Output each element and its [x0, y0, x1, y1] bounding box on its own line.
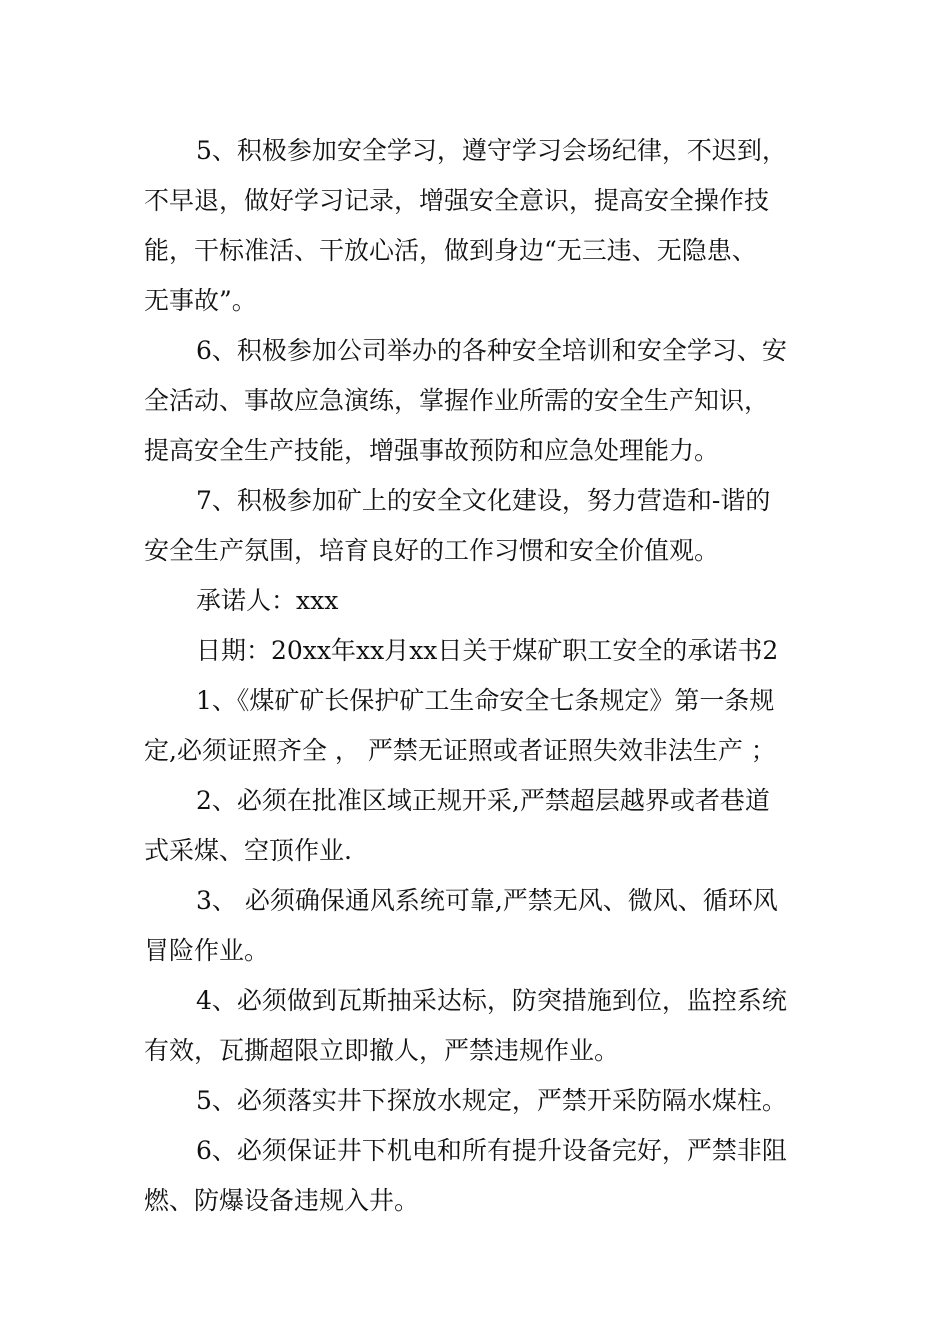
text-line: 1、《煤矿矿长保护矿工生命安全七条规定》第一条规 [196, 686, 775, 715]
date-title-line: 日期：20xx年xx月xx日关于煤矿职工安全的承诺书2 [196, 636, 779, 665]
text-line: 全活动、事故应急演练，掌握作业所需的安全生产知识， [144, 386, 770, 415]
text-line: 能，干标准活、干放心活，做到身边“无三违、无隐患、 [144, 236, 757, 265]
text-line: 2、必须在批准区域正规开采,严禁超层越界或者巷道 [196, 786, 770, 815]
text-line: 安全生产氛围，培育良好的工作习惯和安全价值观。 [144, 536, 720, 565]
text-line: 3、 必须确保通风系统可靠,严禁无风、微风、循环风 [196, 886, 778, 915]
text-line: 燃、防爆设备违规入井。 [144, 1186, 420, 1215]
text-line: 7、积极参加矿上的安全文化建设，努力营造和-谐的 [196, 486, 771, 515]
text-line: 定,必须证照齐全 ， 严禁无证照或者证照失效非法生产 ； [144, 736, 776, 765]
text-line: 4、必须做到瓦斯抽采达标，防突措施到位，监控系统 [196, 986, 787, 1015]
text-line: 5、必须落实井下探放水规定，严禁开采防隔水煤柱。 [196, 1086, 787, 1115]
text-line: 5、积极参加安全学习，遵守学习会场纪律，不迟到， [196, 136, 787, 165]
text-line: 6、积极参加公司举办的各种安全培训和安全学习、安 [196, 336, 787, 365]
text-line: 6、必须保证井下机电和所有提升设备完好，严禁非阻 [196, 1136, 787, 1165]
text-line: 有效，瓦撕超限立即撤人，严禁违规作业。 [144, 1036, 620, 1065]
signatory-line: 承诺人：xxx [196, 586, 339, 615]
text-line: 无事故”。 [144, 286, 257, 315]
text-line: 冒险作业。 [144, 936, 270, 965]
text-line: 提高安全生产技能，增强事故预防和应急处理能力。 [144, 436, 720, 465]
text-line: 不早退，做好学习记录，增强安全意识，提高安全操作技 [144, 186, 770, 215]
text-line: 式采煤、空顶作业. [144, 836, 352, 865]
